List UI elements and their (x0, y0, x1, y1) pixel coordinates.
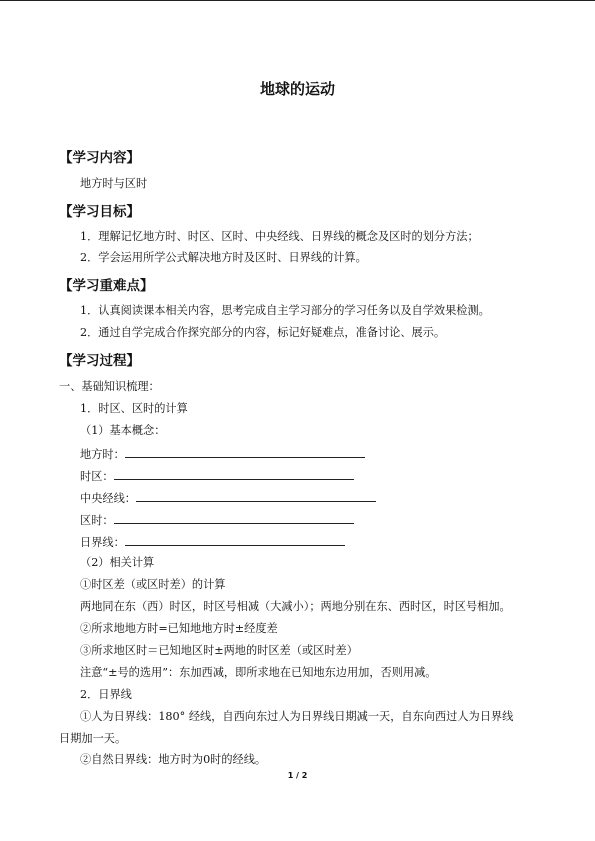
field-label: 时区： (80, 470, 114, 483)
top-rule (0, 0, 595, 1)
goal-item-1: 1．理解记忆地方时、时区、区时、中央经线、日界线的概念及区时的划分方法； (80, 230, 479, 243)
heading-content: 【学习内容】 (59, 150, 140, 166)
heading-keypoints: 【学习重难点】 (59, 278, 154, 294)
field-zone-time (80, 512, 354, 528)
fill-blank-line (125, 446, 365, 458)
field-label: 日界线： (80, 536, 125, 549)
calc-item-2: ②所求地地方时=已知地地方时±经度差 (80, 622, 278, 635)
heading-process: 【学习过程】 (59, 353, 140, 369)
fill-blank-line (114, 512, 354, 524)
field-label: 地方时： (80, 448, 125, 461)
field-label: 区时： (80, 514, 114, 527)
field-central-meridian (80, 490, 376, 506)
dateline-item-2: ②自然日界线：地方时为0时的经线。 (80, 753, 267, 766)
field-time-zone (80, 468, 354, 484)
fill-blank-line (136, 490, 376, 502)
goal-item-2: 2．学会运用所学公式解决地方时及区时、日界线的计算。 (80, 251, 367, 264)
calc-item-1-desc: 两地同在东（西）时区，时区号相减（大减小）；两地分别在东、西时区，时区号相加。 (80, 600, 511, 613)
calc-item-1: ①时区差（或区时差）的计算 (80, 578, 226, 591)
field-date-line (80, 534, 345, 550)
calc-label: （2）相关计算 (80, 556, 155, 569)
field-local-time (80, 446, 365, 462)
calc-item-3: ③所求地区时＝已知地区时±两地的时区差（或区时差） (80, 644, 358, 657)
keypoint-item-1: 1．认真阅读课本相关内容，思考完成自主学习部分的学习任务以及自学效果检测。 (80, 304, 490, 317)
dateline-item-1-line-2: 日期加一天。 (59, 732, 127, 745)
subsection-1-title: 1．时区、区时的计算 (80, 402, 188, 415)
subsection-2-title: 2．日界线 (80, 688, 132, 701)
part1-label: 一、基础知识梳理： (59, 380, 160, 393)
fill-blank-line (125, 534, 345, 546)
heading-goals: 【学习目标】 (59, 204, 140, 220)
keypoint-item-2: 2．通过自学完成合作探究部分的内容，标记好疑难点，准备讨论、展示。 (80, 326, 446, 339)
page-title: 地球的运动 (259, 80, 335, 98)
field-label: 中央经线： (80, 492, 136, 505)
content-text: 地方时与区时 (80, 177, 148, 190)
dateline-item-1-line-1: ①人为日界线：180° 经线，自西向东过人为日界线日期减一天，自东向西过人为日界线 (80, 710, 514, 723)
fill-blank-line (114, 468, 354, 480)
page-number: 1 / 2 (287, 771, 308, 780)
basic-concepts-label: （1）基本概念： (80, 424, 166, 437)
sign-note: 注意“±号的选用”：东加西减，即所求地在已知地东边用加，否则用减。 (80, 666, 437, 679)
